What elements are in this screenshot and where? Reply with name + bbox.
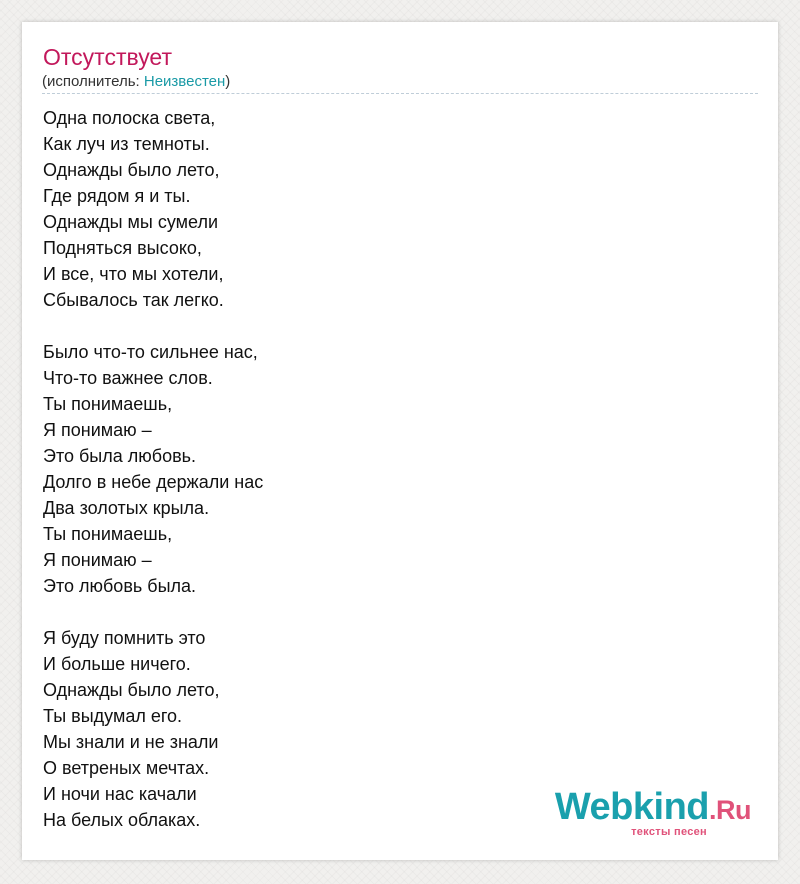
- lyric-line: Ты понимаешь,: [43, 524, 173, 544]
- logo-tld: .Ru: [709, 795, 751, 825]
- lyric-line: Мы знали и не знали: [43, 732, 219, 752]
- lyric-line: Где рядом я и ты.: [43, 186, 191, 206]
- lyric-line: Однажды было лето,: [43, 160, 220, 180]
- lyric-line: Подняться высоко,: [43, 238, 202, 258]
- lyric-line: Это любовь была.: [43, 576, 197, 596]
- artist-link[interactable]: Неизвестен: [143, 73, 226, 90]
- lyric-line: Я понимаю –: [43, 550, 152, 570]
- lyric-line: Два золотых крыла.: [43, 498, 210, 518]
- lyric-line: Я понимаю –: [43, 420, 152, 440]
- logo-wordmark: [555, 788, 751, 829]
- song-title: Отсутствует: [43, 44, 172, 70]
- lyric-line: Ты понимаешь,: [43, 394, 173, 414]
- artist-suffix: ): [225, 73, 231, 90]
- lyric-line: Ты выдумал его.: [43, 706, 183, 726]
- lyric-line: Одна полоска света,: [43, 108, 216, 128]
- dashed-divider: [42, 93, 758, 94]
- lyric-line: Однажды было лето,: [43, 680, 220, 700]
- lyric-line: О ветреных мечтах.: [43, 758, 210, 778]
- artist-line: [42, 72, 230, 92]
- lyrics-card: [22, 22, 778, 860]
- lyric-line: И ночи нас качали: [43, 784, 197, 804]
- lyric-line: Как луч из темноты.: [43, 134, 210, 154]
- lyric-line: Долго в небе держали нас: [43, 472, 264, 492]
- logo-brand: Webkind: [554, 786, 709, 828]
- lyric-line: На белых облаках.: [43, 810, 201, 830]
- lyric-line: И больше ничего.: [43, 654, 191, 674]
- lyric-line: Было что-то сильнее нас,: [43, 342, 258, 362]
- lyric-line: Это была любовь.: [43, 446, 197, 466]
- lyric-line: Я буду помнить это: [43, 628, 206, 648]
- artist-prefix: (исполнитель:: [42, 73, 144, 90]
- logo-tagline: тексты песен: [631, 826, 707, 838]
- stanza: [43, 105, 743, 313]
- lyrics-text: [43, 105, 743, 859]
- lyric-line: И все, что мы хотели,: [43, 264, 224, 284]
- lyric-line: Сбывалось так легко.: [43, 290, 224, 310]
- lyric-line: Что-то важнее слов.: [43, 368, 213, 388]
- lyric-line: Однажды мы сумели: [43, 212, 218, 232]
- stanza: [43, 339, 743, 599]
- webkind-watermark-logo: [555, 788, 751, 838]
